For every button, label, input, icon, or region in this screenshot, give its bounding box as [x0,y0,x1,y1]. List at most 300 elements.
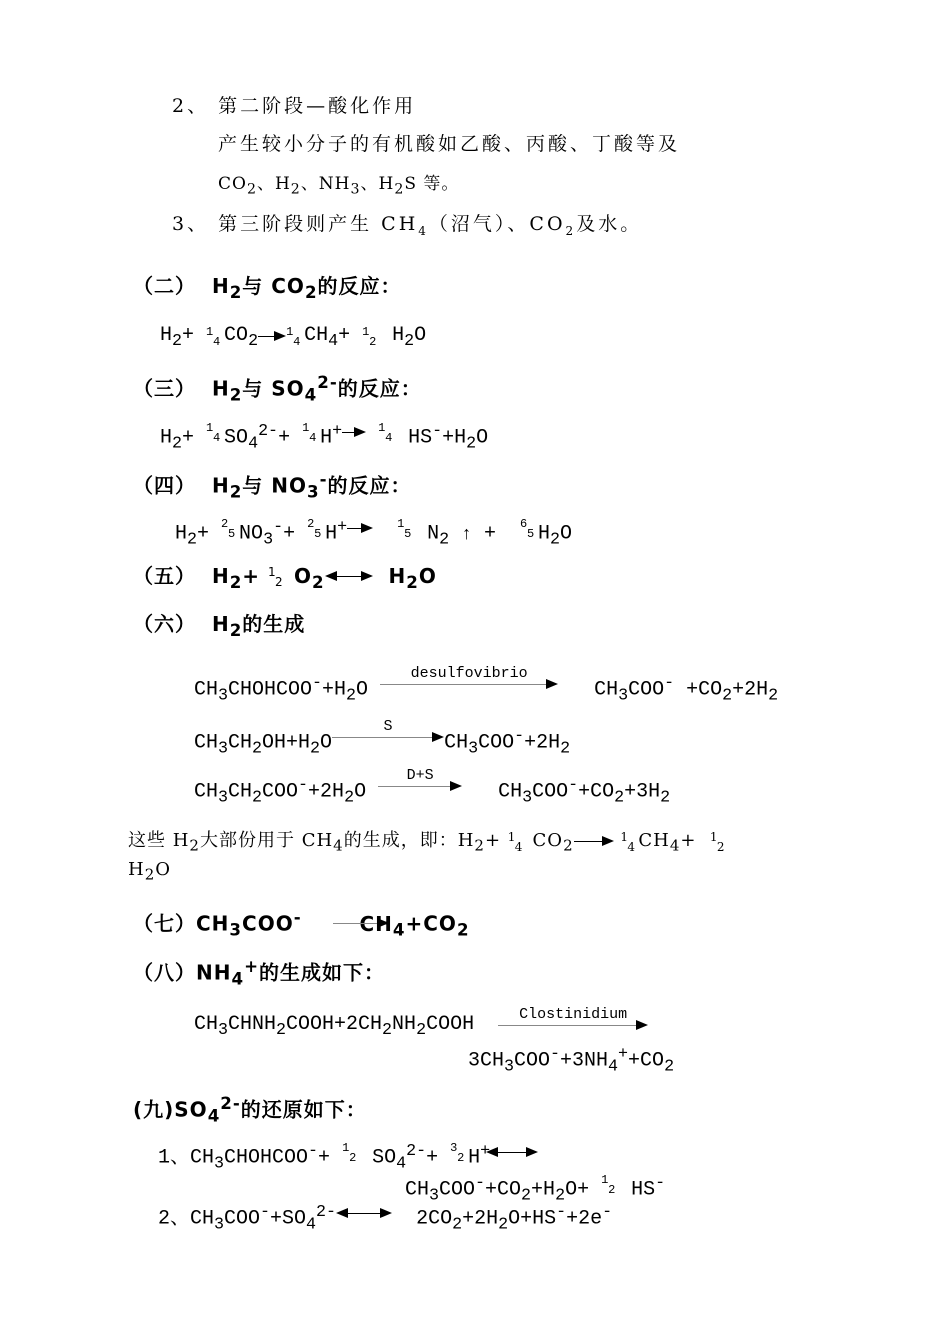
t: + [484,830,502,851]
t: 2 [144,865,156,884]
t: 2 [565,223,577,238]
t: + [318,1146,331,1170]
t: - [298,776,309,795]
t: 3 [450,1141,458,1155]
reversible-arrow [486,1140,538,1164]
t: 、H [256,174,291,194]
methane-use-paragraph [128,829,728,858]
t: 2 [276,1021,287,1040]
t: 2 [229,482,243,502]
t: + [426,1146,439,1170]
t: COO [478,731,515,755]
t: COO [242,911,294,936]
t: O [354,780,367,804]
t: 2 [521,1186,532,1206]
t: 4 [627,840,636,854]
t: (九)SO [133,1097,208,1122]
t: O [560,522,573,546]
t: O+HS [508,1207,557,1231]
t: 2 [369,335,377,349]
equation-h2-so4 [160,420,488,457]
t: 2 [457,1151,465,1165]
t: 4 [293,335,301,349]
t: 2 [172,434,183,454]
t: 2 [404,332,415,351]
equation-glycine-products [468,1043,674,1080]
fraction-1-2 [268,564,286,588]
fraction-1-4 [206,324,224,348]
t [344,1213,384,1214]
t: + [338,324,351,347]
fraction-1-4 [620,829,638,853]
reversible-arrow [336,1201,392,1225]
t: 5 [228,527,236,541]
t [432,732,444,742]
t: SO [224,426,249,450]
t: Clostinidium [519,1006,628,1023]
t: 3CH [468,1049,505,1073]
t: （四） [133,473,196,498]
t: 、NH [300,174,351,194]
t: + [283,522,296,546]
t: 2 [498,1215,509,1235]
t: COOH [426,1013,475,1036]
t: 5 [404,527,412,541]
t [378,786,454,787]
reaction-arrow [333,906,389,930]
t: 4 [385,431,393,445]
section-nine-heading [133,1092,367,1129]
t: CH [228,780,253,804]
fraction-1-4 [378,420,396,444]
t: 2 [456,920,470,940]
t: 1 [286,325,294,339]
t: +H [322,678,347,702]
t: OH+H [262,731,311,755]
t: + [480,1142,491,1161]
t: 2 [346,686,357,706]
desulfovibrio-arrow [380,665,558,696]
fraction-1-2 [362,324,380,348]
t: 的生成 [242,612,306,636]
t [332,737,436,738]
t: D+S [406,767,434,784]
t: 4 [328,332,339,351]
t: 与 SO [242,376,305,401]
t: COOH+2CH [286,1013,383,1036]
t: 4 [396,1154,407,1174]
t: H [160,324,173,347]
acid-products-text: 产生较小分子的有机酸如乙酸、丙酸、丁酸等及 [218,133,681,155]
t: H [211,274,230,298]
t: NH [392,1013,417,1036]
t: 的反应： [317,274,402,298]
acid-products-line [218,132,680,156]
t: H [325,522,338,546]
t: - [556,1203,567,1222]
t: 2- [258,422,279,441]
t [274,331,286,341]
t: 2 [722,686,733,706]
t: 4 [304,385,318,405]
t: + [618,1045,629,1064]
t: 2 [248,332,259,351]
t: +CO [405,911,457,936]
t: 2- [406,1142,427,1161]
t [361,571,373,581]
t: +2H [524,731,561,755]
t: +2e [566,1207,603,1231]
t: S [383,718,393,735]
t: 4 [306,1215,317,1235]
t: CH [444,731,469,755]
t: 的反应： [337,376,422,401]
t: desulfovibrio [410,665,528,682]
t: 1 [268,565,277,579]
t: 4 [213,335,221,349]
t: 2 [382,1021,393,1040]
t: H [392,324,405,347]
reaction-arrow [258,324,286,348]
t: HS [631,1178,656,1202]
t: 4 [248,434,259,454]
t: H [538,522,551,546]
t: 1 [601,1173,609,1187]
fraction-1-4 [286,324,304,348]
t: 1 [378,421,386,435]
t: 3 [214,1215,225,1235]
t: CH [638,830,670,851]
t: 2 [307,517,315,531]
equation-h2-co2 [160,324,426,354]
t: S 等。 [404,174,460,194]
fraction-3-2 [450,1140,468,1164]
t: 3、 第三阶段则产生 CH [172,213,419,235]
t: +H [531,1178,556,1202]
t [486,1147,498,1157]
t: H [211,612,230,636]
t: 4 [207,1106,221,1126]
t: 3 [214,1154,225,1174]
t: + [337,518,348,537]
t: O [414,324,427,347]
t: CH [194,780,219,804]
t [636,1020,648,1030]
t: + [242,564,261,588]
fraction-1-4 [302,420,320,444]
t: 6 [520,517,528,531]
t: 2 [252,739,263,759]
t: 1 [206,325,214,339]
t: - [293,908,302,927]
t: （五） [133,564,196,588]
equation-h2-no3 [175,516,572,553]
t: 3 [218,739,229,759]
t: 2- [317,373,338,392]
t: + [244,957,260,976]
t: CO [218,174,247,194]
t: 1 [507,830,517,844]
t: 2 [716,840,726,854]
reaction-arrow [342,420,366,444]
t: H [211,473,230,498]
t: + [680,830,697,851]
t: 2 [229,621,243,640]
t: 3 [218,1021,229,1040]
section-six-heading [133,612,305,643]
t: 2- [316,1203,337,1222]
fraction-6-5 [520,516,538,540]
t: 2 [563,836,574,855]
t [380,1208,392,1218]
t: - [432,422,443,441]
t: HS [408,426,433,450]
t: +2H [462,1207,499,1231]
t: O [476,426,489,450]
fraction-1-5 [397,516,415,540]
t: 3 [229,920,243,940]
t: 2 [439,530,450,550]
t: （二） [133,274,196,298]
t: COO [224,1207,261,1231]
t: CH [304,324,329,347]
t: 2 [768,686,779,706]
t: +CO [674,678,723,702]
t: + [484,522,497,546]
t: O+ [565,1178,590,1202]
t: 2 [555,1186,566,1206]
t: 3 [618,686,629,706]
t [450,781,462,791]
t: CH [359,911,393,936]
t: 2 [246,181,257,198]
t: 2 [275,575,284,589]
t [546,679,558,689]
t: 2 [304,283,318,302]
t: 2 [406,573,419,592]
t: 2 [349,1151,357,1165]
t: 3 [504,1057,515,1077]
t: 1 [206,421,214,435]
t: 与 CO [242,274,305,298]
t: 2 [312,573,325,592]
t: CH [228,731,253,755]
equation-ethanol [194,718,571,762]
t: COO [532,780,569,804]
t: COO [262,780,299,804]
t: 大部份用于 CH [199,830,334,851]
t: COO [439,1178,476,1202]
t: - [602,1203,613,1222]
t: - [319,470,328,489]
t [361,523,373,533]
t: 的生成如下： [259,960,386,985]
t [498,1025,640,1026]
t: - [514,727,525,746]
t: + [278,426,291,450]
reversible-arrow [325,564,373,588]
t: H [175,522,188,546]
t: 2 [466,434,477,454]
t: 3 [350,181,361,198]
t: 1、CH [158,1146,215,1170]
t: 3 [522,788,533,808]
t [380,684,550,685]
t: 4 [333,836,344,855]
section-seven-heading [133,906,470,943]
t: 1 [397,517,405,531]
t: H [160,426,173,450]
t: 2 [229,573,243,592]
t: 4 [213,431,221,445]
t: +SO [270,1207,307,1231]
t: + [182,324,195,347]
t: +H [442,426,467,450]
t: 2 [229,283,243,302]
t: 4 [418,223,429,238]
t: CO [532,830,564,851]
stage-two-text: 2、 第二阶段—酸化作用 [172,95,417,117]
t: +3H [624,780,661,804]
fraction-1-2 [601,1172,619,1196]
t: H [211,564,230,588]
t: 3 [263,530,274,550]
t: CH [194,731,219,755]
t: （八）NH [133,960,232,985]
methane-use-paragraph-cont [128,858,171,887]
t: 3 [306,482,320,502]
fraction-1-2 [710,829,728,853]
up-arrow-icon: ↑ [461,524,472,545]
t: 、H [360,174,395,194]
t: H [128,859,145,880]
t: +CO [578,780,615,804]
t: CHNH [228,1013,277,1036]
fraction-1-4 [508,829,526,853]
t: NO [239,522,264,546]
t: +CO [485,1178,522,1202]
t [336,1208,348,1218]
t: 的反应： [327,473,412,498]
t: 5 [527,527,535,541]
fraction-2-5 [307,516,325,540]
section-three-heading [133,371,422,408]
t: O [356,678,369,702]
t: - [655,1174,666,1193]
t: COO [514,1049,551,1073]
t [602,836,614,846]
equation-sulfate-two [158,1201,612,1238]
t: - [664,674,675,693]
t: - [308,1142,319,1161]
t: 3 [468,739,479,759]
t: 2 [560,739,571,759]
reaction-arrow [574,829,614,853]
t: 4 [392,920,406,940]
t: 2 [172,332,183,351]
t: 1 [302,421,310,435]
t: 4 [231,969,245,989]
t: O [293,564,312,588]
t: 4 [669,836,681,855]
t: - [260,1203,271,1222]
t: 2 [187,530,198,550]
t: （六） [133,612,196,636]
t: 3 [429,1186,440,1206]
t: 1 [620,830,629,844]
t: O [155,859,172,880]
t: （七）CH [133,911,230,936]
t: 2 [344,788,355,808]
t: 2 [221,517,229,531]
t: 的还原如下： [240,1097,367,1122]
t: CH [194,678,219,702]
t: O [320,731,333,755]
t: H [468,1146,481,1170]
t: （沼气）、CO [428,213,566,235]
t: +2H [308,780,345,804]
t [325,571,337,581]
t: CO [224,324,249,347]
t: 及水。 [576,213,643,235]
t: H [211,376,230,401]
ds-arrow [378,767,462,798]
stage-three-line [172,212,642,243]
t: COO [628,678,665,702]
t: 2 [290,181,301,198]
t: 2CO [416,1207,453,1231]
fraction-2-5 [221,516,239,540]
t: 3 [218,686,229,706]
equation-propionate [194,767,671,811]
t: SO [372,1146,397,1170]
t: - [568,776,579,795]
t: CHOHCOO [224,1146,309,1170]
t: + [182,426,195,450]
t: H [320,426,333,450]
t: 2 [660,788,671,808]
t [354,427,366,437]
t: CHOHCOO [228,678,313,702]
t: 2 [189,836,200,855]
t: - [475,1174,486,1193]
t: 1 [342,1141,350,1155]
t: 3 [218,788,229,808]
t: 5 [314,527,322,541]
t: CH [594,678,619,702]
t: 1 [709,830,719,844]
t: +3NH [560,1049,609,1073]
section-five-heading [133,564,437,595]
section-four-heading [133,468,412,505]
t: 2 [664,1057,675,1077]
section-eight-heading [133,955,385,992]
t: - [312,674,323,693]
t: 2 [608,1183,616,1197]
t: N [427,522,440,546]
clostinidium-arrow [498,1006,648,1037]
t: H [388,564,407,588]
reaction-arrow [347,516,373,540]
t: 4 [309,431,317,445]
t: 2- [220,1094,241,1113]
t: 2 [550,530,561,550]
stage-two-line [172,94,416,118]
equation-lactate [194,665,779,709]
equation-glycine [194,1006,648,1043]
t: CH [498,780,523,804]
t: O [418,564,437,588]
